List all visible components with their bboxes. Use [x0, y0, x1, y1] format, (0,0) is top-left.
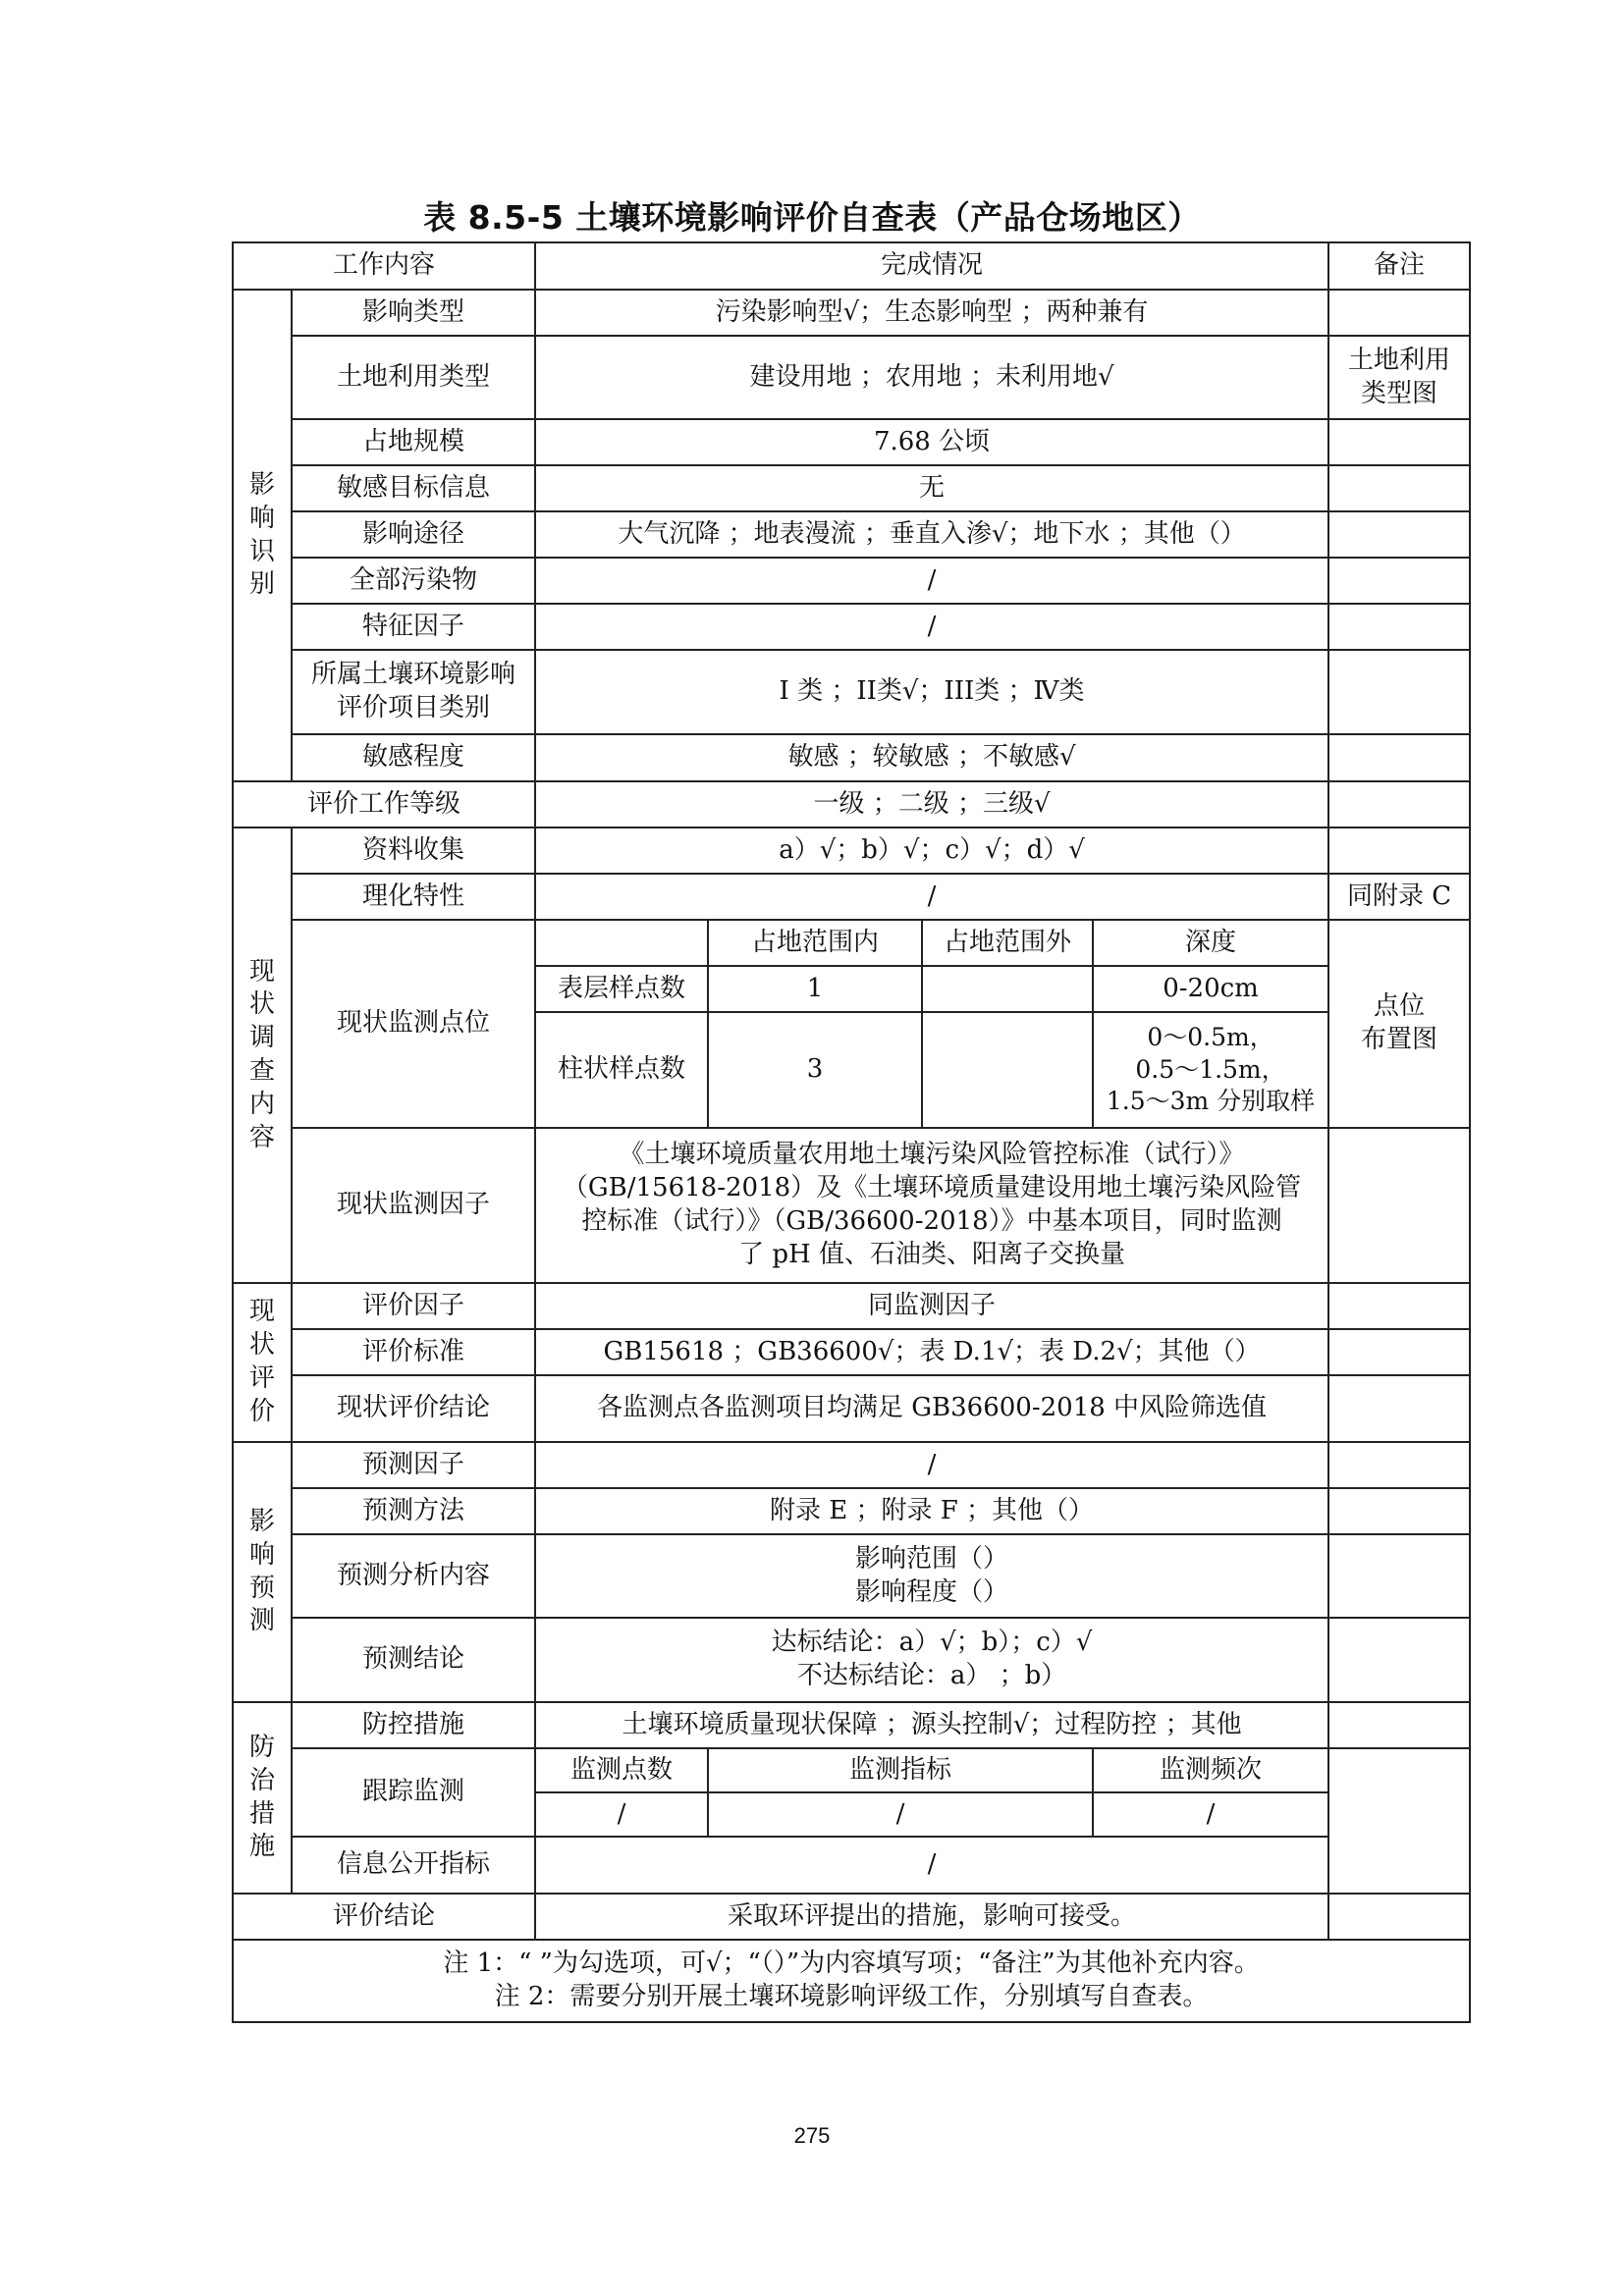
table-title: 表 8.5-5 土壤环境影响评价自查表（产品仓场地区） [423, 198, 1201, 237]
row-label: 评价工作等级 [233, 781, 535, 828]
table-row [233, 511, 1470, 558]
table-row [233, 290, 1470, 336]
category-status-evaluation: 现 状 评 价 [233, 1283, 292, 1442]
row-remark [1328, 419, 1470, 465]
table-row [233, 1702, 1470, 1748]
row-remark: 土地利用 类型图 [1328, 336, 1470, 419]
row-value: / [535, 1442, 1328, 1488]
category-status-survey: 现 状 调 查 内 容 [233, 828, 292, 1283]
category-impact-identification: 影 响 识 别 [233, 290, 292, 781]
table-row [233, 920, 1470, 966]
row-remark [1328, 1283, 1470, 1329]
note-2: 注 2：需要分别开展土壤环境影响评级工作，分别填写自查表。 [494, 1982, 1209, 2011]
table-row [233, 1534, 1470, 1618]
row-remark [1328, 781, 1470, 828]
row-label: 特征因子 [292, 604, 535, 650]
table-row [233, 1618, 1470, 1702]
sub-value: / [708, 1792, 1093, 1837]
row-label: 评价标准 [292, 1329, 535, 1375]
row-label: 土地利用类型 [292, 336, 535, 419]
row-remark [1328, 828, 1470, 874]
row-remark [1328, 1618, 1470, 1702]
row-value: / [535, 874, 1328, 920]
row-remark [1328, 1442, 1470, 1488]
sub-header: 监测点数 [535, 1748, 708, 1792]
row-value: 《土壤环境质量农用地土壤污染风险管控标准（试行）》 （GB/15618-2018）及《土壤环境质量建设用地土壤污染风险管 控标准（试行）》（GB/36600-2018）》中基本项目，同时监测 了 pH 值、石油类、阳离子交换量 [535, 1128, 1328, 1283]
sub-value [922, 1012, 1093, 1128]
row-label: 影响途径 [292, 511, 535, 558]
sub-header: 监测指标 [708, 1748, 1093, 1792]
page-number: 275 [793, 2123, 831, 2148]
row-value: 无 [535, 465, 1328, 511]
row-label: 评价因子 [292, 1283, 535, 1329]
row-label: 预测方法 [292, 1488, 535, 1534]
table-row [233, 874, 1470, 920]
table-notes [233, 1940, 1470, 2022]
self-check-table [232, 241, 1471, 2023]
row-remark [1328, 558, 1470, 604]
row-label: 跟踪监测 [292, 1748, 535, 1837]
table-row [233, 336, 1470, 419]
row-label: 现状监测因子 [292, 1128, 535, 1283]
row-value: 污染影响型√；生态影响型 ；两种兼有 [535, 290, 1328, 336]
table-row [233, 1894, 1470, 1940]
row-remark [1328, 1488, 1470, 1534]
row-remark [1328, 1748, 1470, 1894]
sub-header: 深度 [1093, 920, 1328, 966]
row-label: 资料收集 [292, 828, 535, 874]
table-row [233, 828, 1470, 874]
table-row [233, 734, 1470, 781]
row-remark [1328, 465, 1470, 511]
row-value: / [535, 1837, 1328, 1894]
row-value: I 类 ；II类√；III类 ；Ⅳ类 [535, 650, 1328, 734]
sub-header: 占地范围外 [922, 920, 1093, 966]
row-value: 大气沉降 ；地表漫流 ；垂直入渗√；地下水 ；其他（） [535, 511, 1328, 558]
table-row [233, 1375, 1470, 1442]
sub-value: 0-20cm [1093, 966, 1328, 1012]
row-remark [1328, 604, 1470, 650]
row-remark [1328, 1375, 1470, 1442]
row-value: / [535, 604, 1328, 650]
row-value: 达标结论：a）√；b）；c）√ 不达标结论：a） ；b） [535, 1618, 1328, 1702]
sub-label: 表层样点数 [535, 966, 708, 1012]
row-label: 所属土壤环境影响 评价项目类别 [292, 650, 535, 734]
row-value: 土壤环境质量现状保障 ；源头控制√；过程防控 ；其他 [535, 1702, 1328, 1748]
sub-value: 3 [708, 1012, 922, 1128]
row-value: 建设用地 ；农用地 ；未利用地√ [535, 336, 1328, 419]
row-label: 预测结论 [292, 1618, 535, 1702]
row-label: 预测分析内容 [292, 1534, 535, 1618]
table-row [233, 558, 1470, 604]
row-label: 影响类型 [292, 290, 535, 336]
sub-value: 1 [708, 966, 922, 1012]
row-remark [1328, 1128, 1470, 1283]
table-row [233, 1837, 1470, 1894]
row-remark: 点位 布置图 [1328, 920, 1470, 1128]
row-remark [1328, 650, 1470, 734]
header-row [233, 242, 1470, 290]
table-row [233, 1283, 1470, 1329]
table-row [233, 1748, 1470, 1792]
table-row [233, 419, 1470, 465]
sub-header: 占地范围内 [708, 920, 922, 966]
row-value: 各监测点各监测项目均满足 GB36600-2018 中风险筛选值 [535, 1375, 1328, 1442]
row-label: 现状监测点位 [292, 920, 535, 1128]
note-1: 注 1：“ ”为勾选项，可√；“（）”为内容填写项；“备注”为其他补充内容。 [443, 1949, 1260, 1979]
sub-label: 柱状样点数 [535, 1012, 708, 1128]
table-row [233, 1128, 1470, 1283]
row-remark [1328, 1329, 1470, 1375]
row-value: 同监测因子 [535, 1283, 1328, 1329]
row-label: 评价结论 [233, 1894, 535, 1940]
row-label: 信息公开指标 [292, 1837, 535, 1894]
row-remark [1328, 1894, 1470, 1940]
table-row [233, 1329, 1470, 1375]
table-row [233, 604, 1470, 650]
row-remark [1328, 511, 1470, 558]
sub-value: / [1093, 1792, 1328, 1837]
table-row [233, 1442, 1470, 1488]
row-label: 预测因子 [292, 1442, 535, 1488]
row-value: 影响范围（） 影响程度（） [535, 1534, 1328, 1618]
sub-value [922, 966, 1093, 1012]
row-value: a）√；b）√；c）√；d）√ [535, 828, 1328, 874]
sub-header-blank [535, 920, 708, 966]
row-label: 理化特性 [292, 874, 535, 920]
row-label: 全部污染物 [292, 558, 535, 604]
row-value: 敏感 ；较敏感 ；不敏感√ [535, 734, 1328, 781]
row-remark [1328, 1534, 1470, 1618]
row-remark [1328, 290, 1470, 336]
category-control-measures: 防 治 措 施 [233, 1702, 292, 1894]
table-row [233, 781, 1470, 828]
header-content: 工作内容 [233, 242, 535, 290]
table-row [233, 465, 1470, 511]
row-value: / [535, 558, 1328, 604]
notes-row [233, 1940, 1470, 2022]
row-value: 一级 ；二级 ；三级√ [535, 781, 1328, 828]
sub-header: 监测频次 [1093, 1748, 1328, 1792]
header-remark: 备注 [1328, 242, 1470, 290]
row-remark [1328, 734, 1470, 781]
row-value: 采取环评提出的措施，影响可接受。 [535, 1894, 1328, 1940]
row-label: 敏感程度 [292, 734, 535, 781]
category-impact-prediction: 影 响 预 测 [233, 1442, 292, 1702]
row-remark [1328, 1702, 1470, 1748]
row-remark: 同附录 C [1328, 874, 1470, 920]
row-label: 占地规模 [292, 419, 535, 465]
table-row [233, 650, 1470, 734]
row-value: 附录 E ；附录 F ；其他（） [535, 1488, 1328, 1534]
sub-value: 0～0.5m， 0.5～1.5m， 1.5～3m 分别取样 [1093, 1012, 1328, 1128]
table-row [233, 1488, 1470, 1534]
row-value: 7.68 公顷 [535, 419, 1328, 465]
row-value: GB15618 ；GB36600√；表 D.1√；表 D.2√；其他（） [535, 1329, 1328, 1375]
sub-value: / [535, 1792, 708, 1837]
row-label: 防控措施 [292, 1702, 535, 1748]
header-status: 完成情况 [535, 242, 1328, 290]
row-label: 敏感目标信息 [292, 465, 535, 511]
row-label: 现状评价结论 [292, 1375, 535, 1442]
